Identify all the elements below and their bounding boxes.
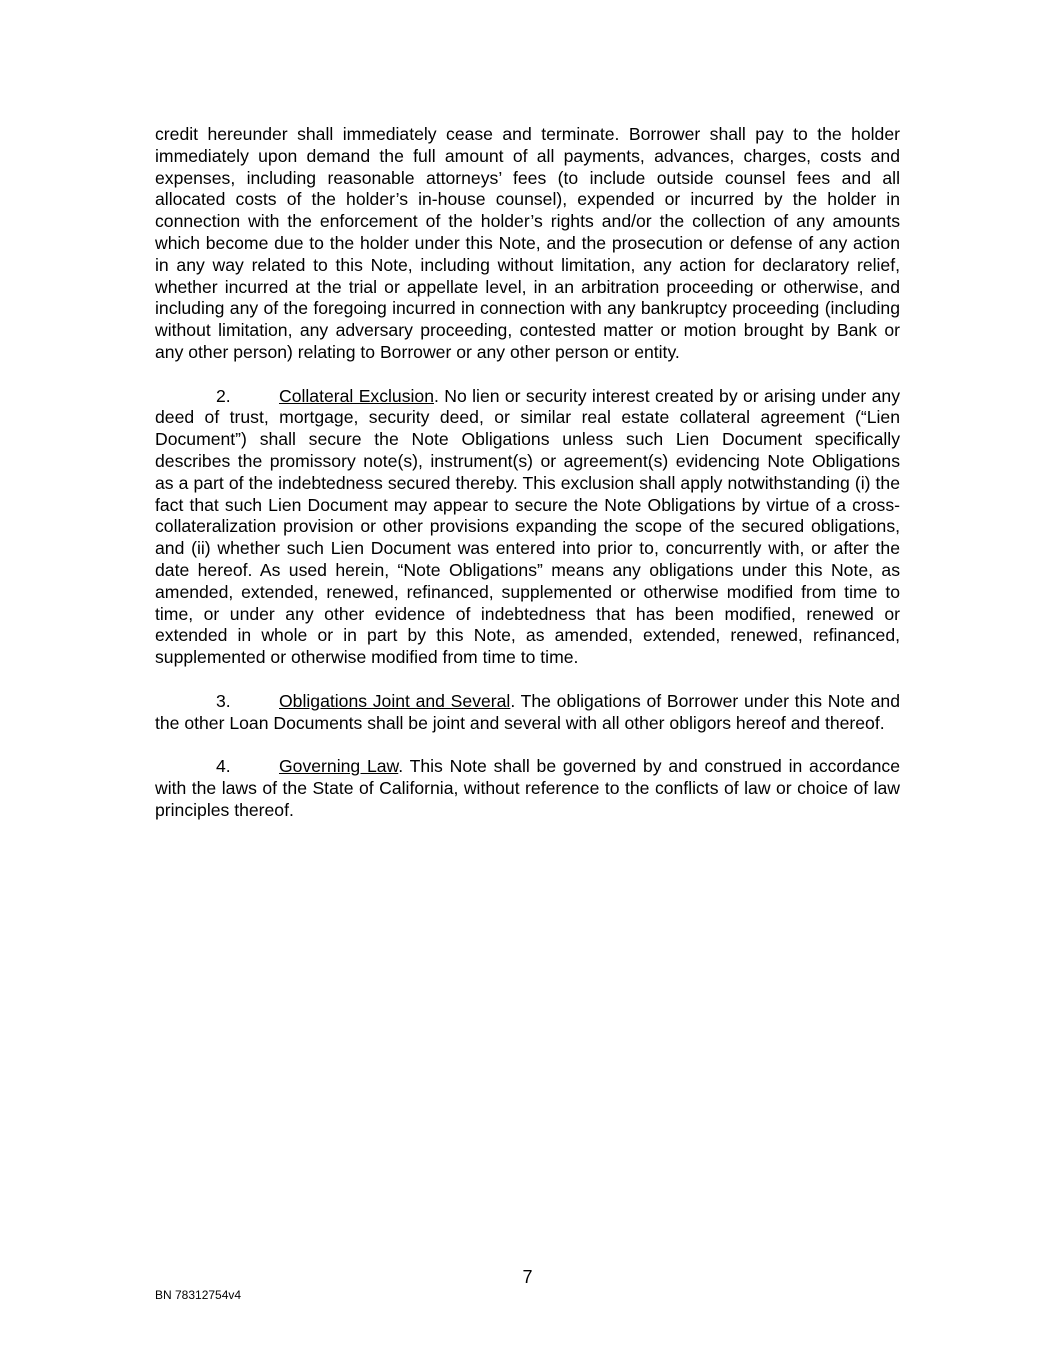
- section-heading: Governing Law: [279, 756, 399, 777]
- section-obligations-joint-and-several: [155, 691, 900, 735]
- document-id: BN 78312754v4: [155, 1288, 242, 1302]
- document-body: [155, 124, 900, 843]
- page-number: 7: [522, 1267, 533, 1287]
- section-heading: Obligations Joint and Several: [279, 690, 511, 711]
- section-number: 3.: [216, 690, 231, 711]
- section-body: . No lien or security interest created by or arising under any deed of trust, mortgage, security deed, or similar real estate collateral agreement (“Lien Document”) shall secure the Note Obligations unless such Lien Document specifically describes the promissory note(s), instrument(s) or agreement(s) evidencing Note Obligations as a part of the indebtedness secured thereby. This exclusion shall apply notwithstanding (i) the fact that such Lien Document may appear to secure the Note Obligations by virtue of a cross-collateralization provision or other provisions expanding the scope of the secured obligations, and (ii) whether such Lien Document was entered into prior to, concurrently with, or after the date hereof. As used herein, “Note Obligations” means any obligations under this Note, as amended, extended, renewed, refinanced, supplemented or otherwise modified from time to time, or under any other evidence of indebtedness that has been modified, renewed or extended in whole or in part by this Note, as amended, extended, renewed, refinanced, supplemented or otherwise modified from time to time.: [155, 385, 900, 668]
- section-body: . The obligations of Borrower under this Note and the other Loan Documents shall be joint and several with all other obligors hereof and thereof.: [155, 690, 900, 733]
- section-heading: Collateral Exclusion: [279, 385, 434, 406]
- section-number: 2.: [216, 385, 231, 406]
- continuation-paragraph: credit hereunder shall immediately cease and terminate. Borrower shall pay to the holder immediately upon demand the full amount of all payments, advances, charges, costs and expenses, including reasonable attorneys’ fees (to include outside counsel fees and all allocated costs of the holder’s in-house counsel), expended or incurred by the holder in connection with the enforcement of the holder’s rights and/or the collection of any amounts which become due to the holder under this Note, and the prosecution or defense of any action in any way related to this Note, including without limitation, any action for declaratory relief, whether incurred at the trial or appellate level, in an arbitration proceeding or otherwise, and including any of the foregoing incurred in connection with any bankruptcy proceeding (including without limitation, any adversary proceeding, contested matter or motion brought by Bank or any other person) relating to Borrower or any other person or entity.: [155, 124, 900, 362]
- section-collateral-exclusion: [155, 386, 900, 669]
- section-number: 4.: [216, 756, 231, 777]
- section-governing-law: [155, 756, 900, 821]
- section-body: . This Note shall be governed by and construed in accordance with the laws of the State of California, without reference to the conflicts of law or choice of law principles thereof.: [155, 756, 900, 820]
